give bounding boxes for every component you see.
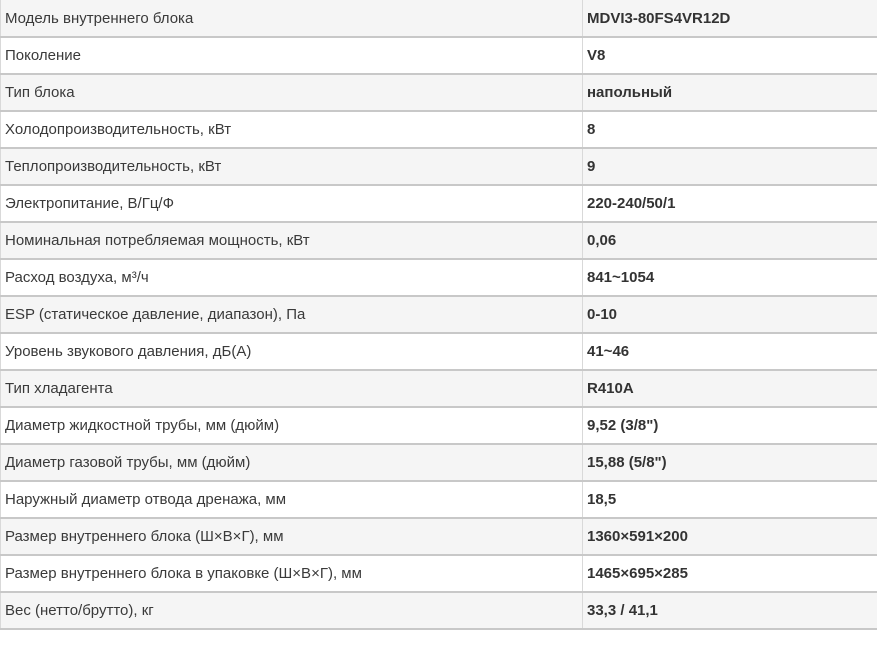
row-label: ESP (статическое давление, диапазон), Па — [1, 296, 583, 333]
row-value: 33,3 / 41,1 — [583, 592, 877, 629]
row-value: 0,06 — [583, 222, 877, 259]
row-label: Поколение — [1, 37, 583, 74]
table-row — [1, 518, 877, 555]
row-label: Электропитание, В/Гц/Ф — [1, 185, 583, 222]
row-value: 18,5 — [583, 481, 877, 518]
row-label: Вес (нетто/брутто), кг — [1, 592, 583, 629]
table-row — [1, 259, 877, 296]
table-row — [1, 592, 877, 629]
table-row — [1, 333, 877, 370]
row-value: 9,52 (3/8") — [583, 407, 877, 444]
row-value: 15,88 (5/8") — [583, 444, 877, 481]
row-label: Размер внутреннего блока (Ш×В×Г), мм — [1, 518, 583, 555]
row-value: R410A — [583, 370, 877, 407]
table-row — [1, 370, 877, 407]
row-label: Диаметр жидкостной трубы, мм (дюйм) — [1, 407, 583, 444]
row-value: 1465×695×285 — [583, 555, 877, 592]
table-row — [1, 407, 877, 444]
row-value: 41~46 — [583, 333, 877, 370]
table-row — [1, 0, 877, 37]
row-label: Наружный диаметр отвода дренажа, мм — [1, 481, 583, 518]
table-row — [1, 74, 877, 111]
row-label: Уровень звукового давления, дБ(А) — [1, 333, 583, 370]
table-row — [1, 37, 877, 74]
row-label: Холодопроизводительность, кВт — [1, 111, 583, 148]
table-row — [1, 481, 877, 518]
row-value: V8 — [583, 37, 877, 74]
row-label: Модель внутреннего блока — [1, 0, 583, 37]
table-row — [1, 444, 877, 481]
row-label: Тип блока — [1, 74, 583, 111]
row-value: 220-240/50/1 — [583, 185, 877, 222]
row-value: 9 — [583, 148, 877, 185]
row-label: Тип хладагента — [1, 370, 583, 407]
table-row — [1, 555, 877, 592]
table-row — [1, 148, 877, 185]
table-row — [1, 296, 877, 333]
table-row — [1, 222, 877, 259]
row-value: 841~1054 — [583, 259, 877, 296]
row-label: Размер внутреннего блока в упаковке (Ш×В×Г), мм — [1, 555, 583, 592]
row-label: Расход воздуха, м³/ч — [1, 259, 583, 296]
row-value: MDVI3-80FS4VR12D — [583, 0, 877, 37]
row-value: 1360×591×200 — [583, 518, 877, 555]
row-label: Диаметр газовой трубы, мм (дюйм) — [1, 444, 583, 481]
row-label: Номинальная потребляемая мощность, кВт — [1, 222, 583, 259]
table-row — [1, 185, 877, 222]
row-value: напольный — [583, 74, 877, 111]
row-value: 8 — [583, 111, 877, 148]
row-value: 0-10 — [583, 296, 877, 333]
row-label: Теплопроизводительность, кВт — [1, 148, 583, 185]
table-row — [1, 111, 877, 148]
